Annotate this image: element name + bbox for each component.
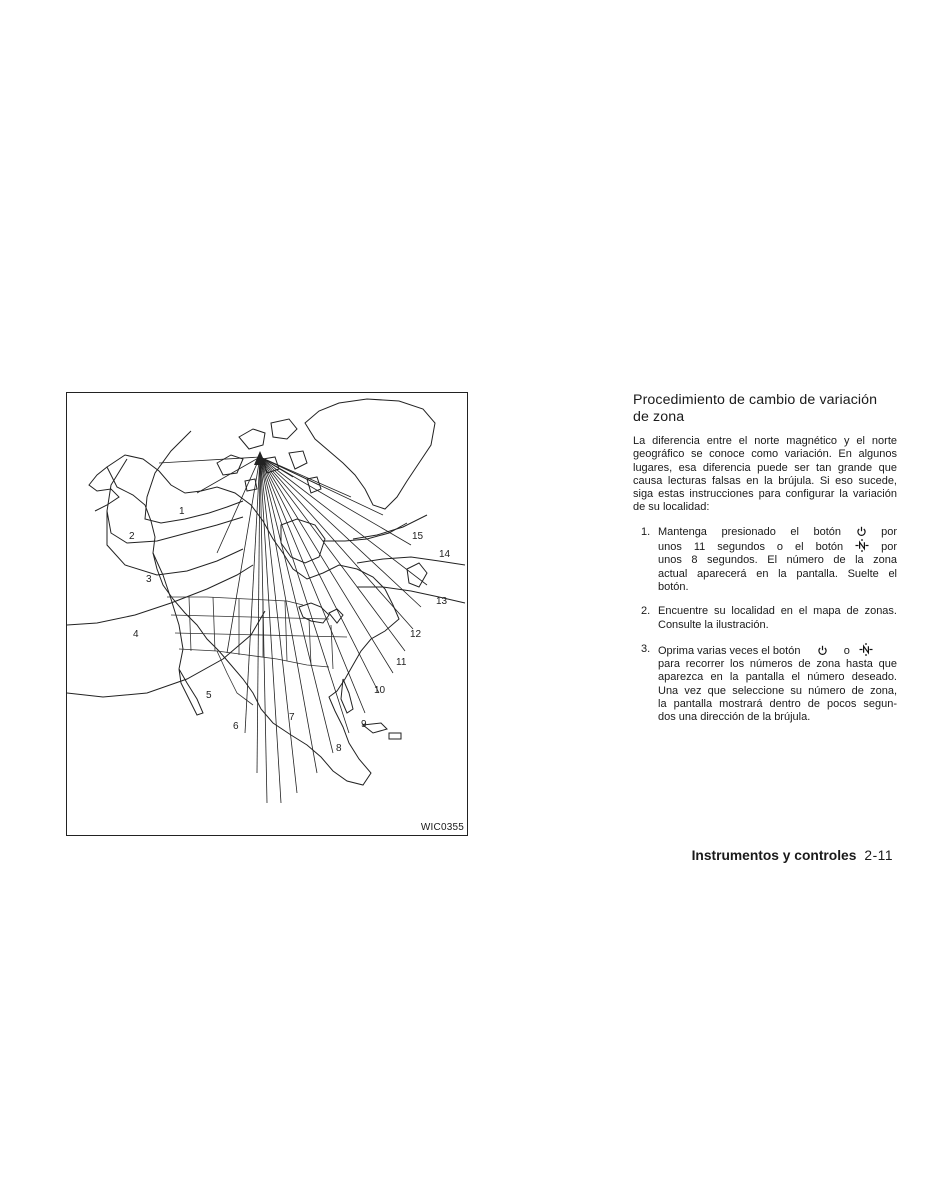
step-3-number: 3.: [641, 642, 651, 655]
section-title-line1: Procedimiento de cambio de variación: [633, 392, 878, 408]
step-1-text-d: por: [881, 541, 898, 554]
step-2: [633, 605, 897, 632]
step-3: [633, 643, 897, 725]
step-1-line-4: actual aparecerá en la pantalla. Suelte el: [658, 567, 897, 580]
zone-label-13: 13: [436, 596, 448, 607]
zone-label-5: 5: [206, 690, 212, 701]
step-1-line-3: unos 8 segundos. El número de la zona: [658, 554, 897, 567]
zone-map-figure: [66, 392, 468, 836]
alaska-peninsula: [89, 467, 119, 511]
compass-n-icon: [859, 643, 873, 656]
zone-label-12: 12: [410, 629, 422, 640]
zone-label-14: 14: [439, 549, 451, 560]
hudson-bay: [281, 519, 325, 563]
zone-label-7: 7: [289, 712, 295, 723]
step-2-number: 2.: [641, 605, 651, 618]
step-1-line-2: [658, 539, 897, 554]
zone-label-6: 6: [233, 721, 239, 732]
zone-label-15: 15: [412, 531, 424, 542]
step-1: [633, 526, 897, 594]
zone-label-4: 4: [133, 629, 139, 640]
caribbean-islands: [363, 723, 401, 739]
zone-label-2: 2: [129, 531, 135, 542]
continent-outline: [107, 455, 399, 785]
step-3-line-1: [658, 643, 897, 658]
zone-label-8: 8: [336, 743, 342, 754]
step-2-line-2: Consulte la ilustración.: [658, 618, 769, 631]
page-number: 2-11: [864, 848, 893, 863]
step-3-line-4: Una vez que seleccione su número de zona,: [658, 684, 897, 697]
zone-label-9: 9: [361, 719, 367, 730]
power-icon: [856, 526, 867, 537]
step-1-text-c: unos 11 segundos o el botón: [658, 541, 844, 554]
footer-chapter-title: Instrumentos y controles: [691, 848, 857, 863]
step-1-line-5: botón.: [658, 580, 689, 593]
florida: [341, 679, 353, 713]
zone-label-3: 3: [146, 574, 152, 585]
step-3-text-a: Oprima varias veces el botón: [658, 644, 801, 657]
intro-paragraph: La diferencia entre el norte magnético y el norte geográfico se conoce como variación. En algunos lugares, esa diferencia puede ser tan grande que causa lecturas falsas en la brújula. Si eso sucede, siga estas instrucciones para configurar la variación de su localidad:: [633, 435, 897, 514]
step-3-line-6: dos una dirección de la brújula.: [658, 711, 811, 724]
step-1-text-a: Mantenga presionado el botón: [658, 525, 842, 538]
step-3-line-5: la pantalla mostrará dentro de pocos segun-: [658, 698, 897, 711]
step-1-text-b: por: [881, 525, 897, 538]
step-2-line-1: Encuentre su localidad en el mapa de zonas.: [658, 605, 897, 618]
north-america-zone-map: [67, 393, 467, 835]
magnetic-north-marker: [254, 451, 266, 465]
step-3-line-3: aparezca en la pantalla el número deseado.: [658, 671, 897, 684]
figure-code: WIC0355: [420, 822, 464, 833]
baja-california: [179, 669, 203, 715]
compass-n-icon: [855, 539, 869, 552]
zone-label-10: 10: [374, 685, 386, 696]
step-3-line-2: para recorrer los números de zona hasta que: [658, 658, 897, 671]
steps-list: [633, 526, 897, 725]
section-content: [633, 392, 897, 736]
step-1-line-1: [658, 526, 897, 539]
greenland-outline: [305, 399, 435, 509]
section-title-line2: de zona: [633, 409, 685, 425]
political-borders: [167, 597, 347, 705]
page-footer: [560, 848, 893, 863]
zone-label-11: 11: [396, 657, 407, 668]
newfoundland: [407, 563, 427, 587]
power-icon: [817, 645, 828, 656]
section-title: [633, 392, 897, 426]
zone-label-1: 1: [179, 506, 185, 517]
arctic-islands: [217, 419, 321, 493]
step-3-text-b: o: [843, 644, 850, 657]
step-1-number: 1.: [641, 525, 651, 538]
